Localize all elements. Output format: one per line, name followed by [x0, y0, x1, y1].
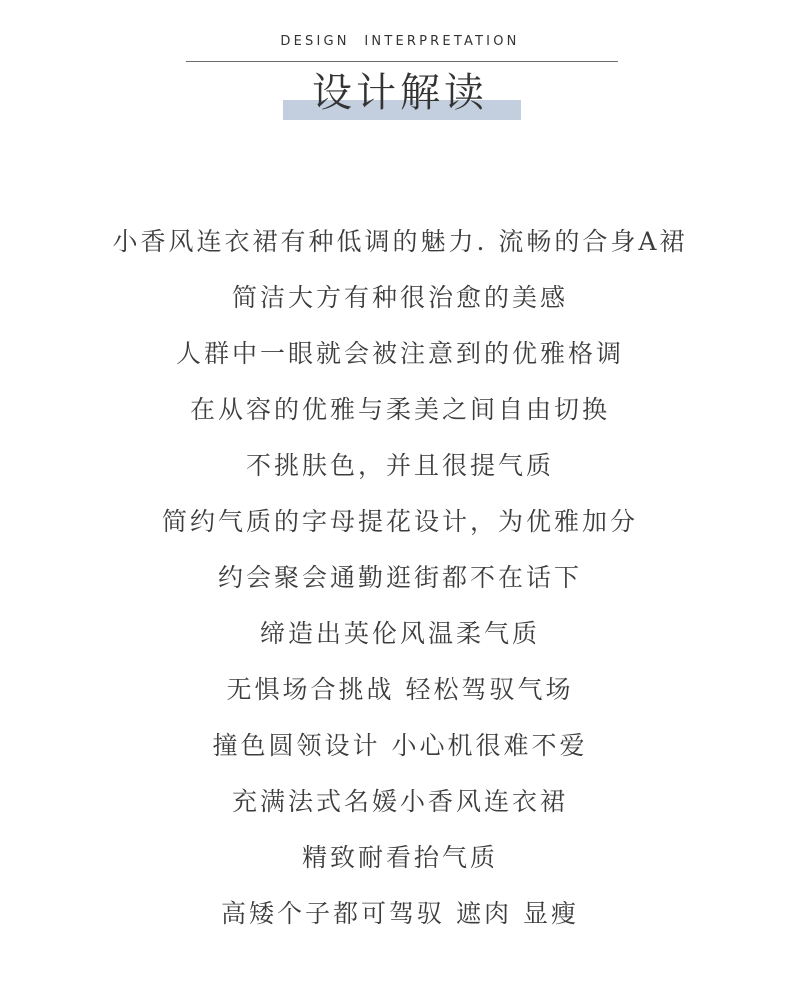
description-line: 无惧场合挑战 轻松驾驭气场 [226, 675, 574, 704]
description-line: 在从容的优雅与柔美之间自由切换 [189, 395, 610, 424]
description-line: 人群中一眼就会被注意到的优雅格调 [175, 339, 624, 368]
section-eyebrow: DESIGN INTERPRETATION [280, 34, 520, 49]
description-line: 充满法式名媛小香风连衣裙 [231, 787, 568, 816]
description-line: 小香风连衣裙有种低调的魅力. 流畅的合身A裙 [112, 227, 688, 256]
description-line: 简洁大方有种很治愈的美感 [231, 283, 568, 312]
section-header [0, 0, 800, 130]
description-lines [0, 222, 800, 950]
description-line: 缔造出英伦风温柔气质 [259, 619, 540, 648]
description-line: 约会聚会通勤逛街都不在话下 [217, 563, 582, 592]
description-line: 撞色圆领设计 小心机很难不爱 [212, 731, 588, 760]
description-line: 简约气质的字母提花设计，为优雅加分 [161, 507, 638, 536]
description-line: 不挑肤色，并且很提气质 [245, 451, 554, 480]
section-title: 设计解读 [312, 70, 488, 116]
description-line: 精致耐看抬气质 [301, 843, 498, 872]
description-line: 高矮个子都可驾驭 遮肉 显瘦 [221, 899, 579, 928]
header-divider [186, 61, 618, 62]
